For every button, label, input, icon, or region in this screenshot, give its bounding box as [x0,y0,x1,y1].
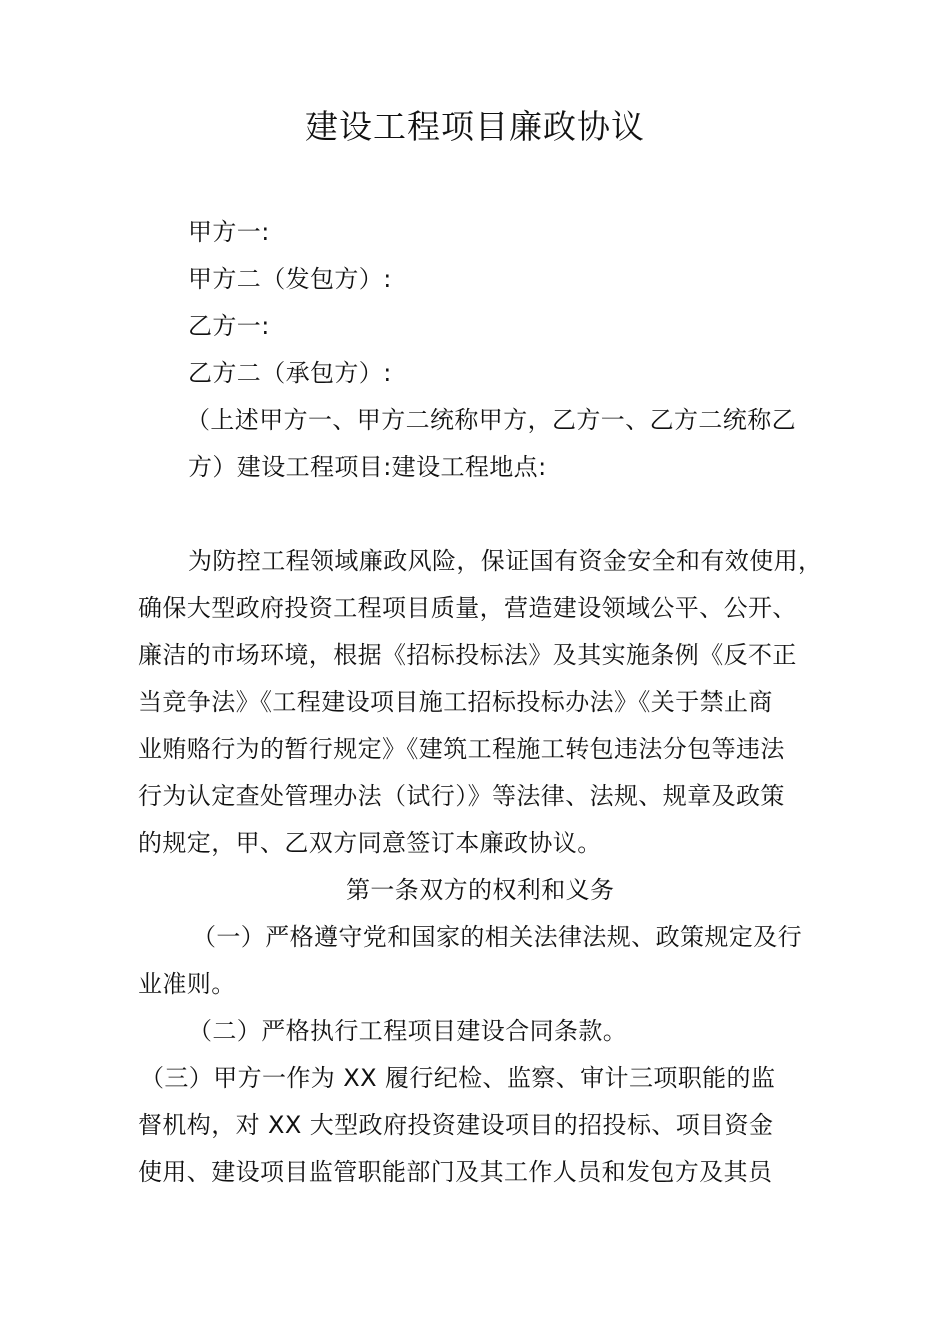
intro-paragraph-line: 的规定，甲、乙双方同意签订本廉政协议。 [138,829,602,857]
intro-paragraph-line: 行为认定查处管理办法（试行）》等法律、法规、规章及政策 [138,782,785,810]
clause-1-line: 业准则。 [138,970,236,998]
document-title: 建设工程项目廉政协议 [305,107,645,146]
party-a2-label: 甲方二（发包方）: [188,265,392,293]
parties-note-line: 方）建设工程项目:建设工程地点: [188,453,547,481]
intro-paragraph-line: 业贿赂行为的暂行规定》《建筑工程施工转包违法分包等违法 [138,735,785,763]
parties-note-line: （上述甲方一、甲方二统称甲方，乙方一、乙方二统称乙 [186,406,796,434]
intro-paragraph-line: 廉洁的市场环境，根据《招标投标法》及其实施条例《反不正 [138,641,797,669]
party-b1-label: 乙方一: [188,312,270,340]
clause-3-line: 督机构，对 XX 大型政府投资建设项目的招投标、项目资金 [138,1111,774,1139]
clause-1-line: （一）严格遵守党和国家的相关法律法规、政策规定及行 [192,923,802,951]
clause-2-line: （二）严格执行工程项目建设合同条款。 [188,1017,628,1045]
intro-paragraph-line: 当竞争法》《工程建设项目施工招标投标办法》《关于禁止商 [138,688,773,716]
party-a1-label: 甲方一: [188,218,270,246]
intro-paragraph-line: 为防控工程领域廉政风险，保证国有资金安全和有效使用， [188,547,823,575]
article-1-heading: 第一条双方的权利和义务 [346,876,615,904]
intro-paragraph-line: 确保大型政府投资工程项目质量，营造建设领域公平、公开、 [138,594,797,622]
clause-3-line: （三）甲方一作为 XX 履行纪检、监察、审计三项职能的监 [140,1064,776,1092]
clause-3-line: 使用、建设项目监管职能部门及其工作人员和发包方及其员 [138,1158,773,1186]
party-b2-label: 乙方二（承包方）: [188,359,392,387]
